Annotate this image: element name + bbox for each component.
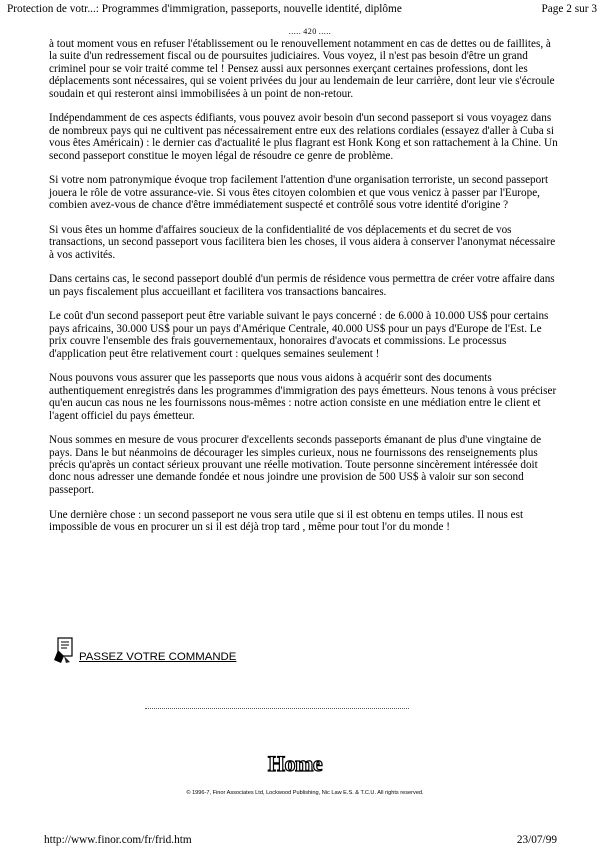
print-footer-date: 23/07/99 bbox=[516, 834, 557, 846]
paragraph: Dans certains cas, le second passeport doublé d'un permis de résidence vous permettra de créer votre affaire dans un pays fiscalement plus accueillant et facilitera vos transactions bancaires. bbox=[49, 273, 555, 298]
order-form-icon[interactable] bbox=[52, 636, 76, 664]
place-order-link[interactable]: PASSEZ VOTRE COMMANDE bbox=[79, 651, 237, 663]
home-link[interactable]: Home bbox=[267, 751, 323, 776]
paragraph: Si vous êtes un homme d'affaires soucieux de la confidentialité de vos déplacements et du secret de vos transactions, un second passeport vous facilitera bien les choses, il vous aidera à conserver l'anonymat nécessaire à vos activités. bbox=[49, 223, 556, 261]
page-marker: ..... 420 ..... bbox=[288, 27, 332, 36]
paragraph: Une dernière chose : un second passeport ne vous sera utile que si il est obtenu en temps utiles. Il nous est impossible de vous en procurer un si il est déjà trop tard , même pour tout l'or du monde ! bbox=[49, 508, 524, 533]
paragraph: à tout moment vous en refuser l'établissement ou le renouvellement notamment en cas de dettes ou de faillites, à la suite d'un redressement fiscal ou de poursuites judiciaires. Vous voyez, il n'est pas besoin d'être un grand criminel pour se voir traité comme tel ! Pensez aussi aux personnes exerçant certaines professions, dont les déplacements sont nécessaires, qui se voient privées du jour au lendemain de leur carrière, dont leur vie s'écroule soudain et qui resteront ainsi immobilisées à un point de non-retour. bbox=[49, 38, 555, 100]
print-header-page-number: Page 2 sur 3 bbox=[537, 3, 597, 16]
paragraph: Nous sommes en mesure de vous procurer d'excellents seconds passeports émanant de plus d'une vingtaine de pays. Dans le but néanmoins de décourager les simples curieux, nous ne fournissons des renseignements plus précis qu'après un contact sérieux prouvant une réelle motivation. Toute personne sincèrement intéressée doit donc nous adresser une demande fondée et nous joindre une provision de 500 US$ à valoir sur son second passeport. bbox=[49, 434, 542, 496]
copyright-notice: © 1996-7, Finor Associates Ltd, Lockwood Publishing, Nic Law E.S. & T.C.U. All rights reserved. bbox=[186, 790, 424, 796]
print-header-title: Protection de votr...: Programmes d'immigration, passeports, nouvelle identité, diplôme bbox=[7, 3, 402, 15]
order-section bbox=[52, 635, 312, 671]
paragraph: Indépendamment de ces aspects édifiants, vous pouvez avoir besoin d'un second passeport si vous voyagez dans de nombreux pays qui ne cultivent pas nécessairement entre eux des relations cordiales (essayez d'aller à Cuba si vous êtes Américain) : le dernier cas d'actualité le plus flagrant est Honk Kong et son rattachement à la Chine. Un second passeport constitue le moyen légal de résoudre ce genre de problème. bbox=[49, 112, 558, 162]
print-footer-url: http://www.finor.com/fr/frid.htm bbox=[44, 834, 192, 846]
page-marker-number: 420 bbox=[303, 27, 317, 36]
divider bbox=[145, 708, 409, 709]
paragraph: Le coût d'un second passeport peut être variable suivant le pays concerné : de 6.000 à 10.000 US$ pour certains pays africains, 30.000 US$ pour un pays d'Amérique Centrale, 40.000 US$ pour un pays d'Europe de l'Est. Le prix couvre l'ensemble des frais gouvernementaux, honoraires d'avocats et commissions. Le processus d'application peut être relativement court : quelques semaines seulement ! bbox=[49, 310, 549, 360]
paragraph: Nous pouvons vous assurer que les passeports que nous vous aidons à acquérir sont des documents authentiquement enregistrés dans les programmes d'immigration des pays émetteurs. Nous tenons à vous préciser qu'en aucun cas nous ne les fournissons nous-mêmes : notre action consiste en une médiation entre le client et l'agent officiel du pays émetteur. bbox=[49, 372, 557, 422]
paragraph: Si votre nom patronymique évoque trop facilement l'attention d'une organisation terroriste, un second passeport jouera le rôle de votre assurance-vie. Si vous êtes citoyen colombien et que vous venicz à passer par l'Europe, combien avez-vous de chance d'être immédiatement suspecté et contrôlé sous votre identité d'origine ? bbox=[49, 174, 549, 212]
article-body bbox=[49, 38, 559, 546]
